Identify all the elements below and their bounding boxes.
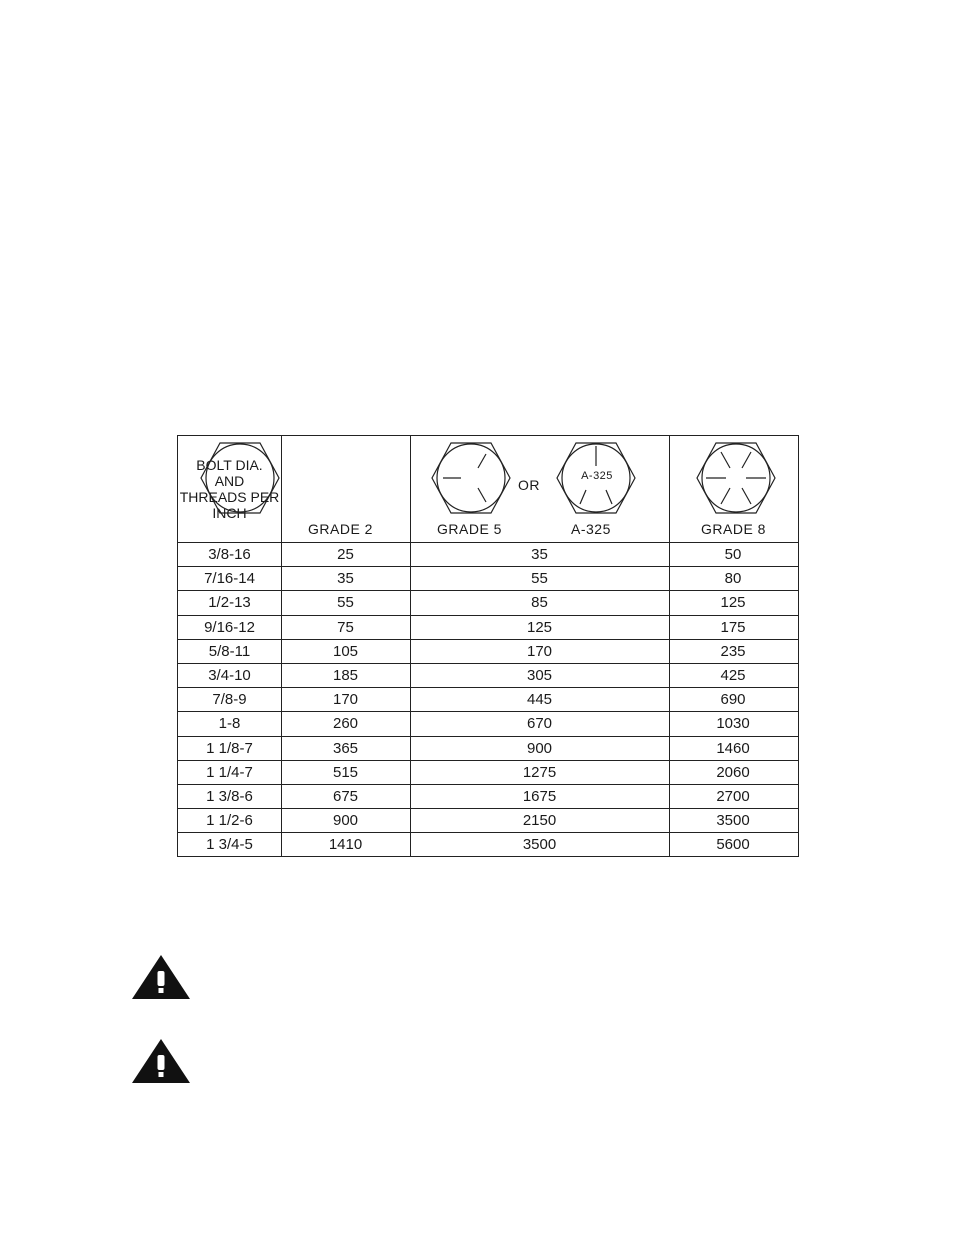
grade-5-torque-cell: 3500 — [522, 836, 557, 854]
grade-2-torque-cell: 900 — [332, 812, 359, 830]
bolt-size-cell: 7/16-14 — [204, 570, 255, 588]
bolt-size-cell: 1/2-13 — [208, 594, 251, 612]
warning-triangle-icon — [131, 1038, 191, 1084]
grade-2-torque-cell: 365 — [332, 739, 359, 757]
bolt-size-cell: 1 3/4-5 — [206, 836, 253, 854]
grade-5-torque-cell: 85 — [531, 594, 548, 612]
hex-bolt-head-plain-icon — [200, 440, 280, 516]
row-divider — [178, 687, 798, 688]
a325-head-mark: A-325 — [581, 470, 613, 482]
bolt-size-cell: 1 1/4-7 — [206, 763, 253, 781]
a325-label: A-325 — [571, 521, 611, 537]
row-divider — [178, 832, 798, 833]
grade-8-torque-cell: 125 — [720, 594, 746, 612]
row-divider — [178, 639, 798, 640]
row-divider — [178, 542, 798, 543]
bolt-header-line: THREADS PER — [179, 489, 280, 505]
hex-bolt-head-3-lines-icon — [431, 440, 511, 516]
grade-8-torque-cell: 1030 — [716, 715, 750, 733]
row-divider — [178, 736, 798, 737]
grade-8-torque-cell: 80 — [724, 570, 742, 588]
row-divider — [178, 566, 798, 567]
grade-5-label: GRADE 5 — [437, 521, 502, 537]
grade-5-torque-cell: 900 — [526, 739, 553, 757]
grade-2-torque-cell: 260 — [332, 715, 359, 733]
grade-2-torque-cell: 35 — [337, 570, 354, 588]
hex-bolt-head-6-lines-icon — [696, 440, 776, 516]
grade-8-torque-cell: 690 — [720, 691, 746, 709]
grade-8-torque-cell: 2060 — [716, 763, 750, 781]
grade-5-torque-cell: 2150 — [522, 812, 557, 830]
grade-5-torque-cell: 125 — [526, 618, 553, 636]
grade-2-torque-cell: 675 — [332, 788, 359, 805]
row-divider — [178, 784, 798, 785]
bolt-torque-table — [177, 435, 799, 857]
row-divider — [178, 808, 798, 809]
bolt-size-cell: 3/4-10 — [208, 667, 251, 684]
bolt-header-line: AND — [214, 473, 245, 489]
bolt-size-cell: 3/8-16 — [208, 546, 251, 563]
grade-8-torque-cell: 5600 — [716, 836, 750, 854]
grade-8-torque-cell: 1460 — [716, 739, 750, 757]
grade-5-torque-cell: 55 — [531, 570, 548, 588]
grade-2-torque-cell: 1410 — [328, 836, 363, 854]
grade-2-torque-cell: 185 — [332, 667, 359, 684]
bolt-size-cell: 1 1/8-7 — [206, 739, 253, 757]
grade-5-torque-cell: 170 — [526, 642, 553, 660]
bolt-header-line: INCH — [212, 505, 247, 521]
grade-2-torque-cell: 55 — [337, 594, 354, 612]
row-divider — [178, 663, 798, 664]
grade-2-torque-cell: 515 — [332, 763, 359, 781]
grade-8-label: GRADE 8 — [701, 521, 766, 537]
row-divider — [178, 590, 798, 591]
bolt-size-cell: 7/8-9 — [212, 691, 247, 709]
bolt-size-cell: 9/16-12 — [204, 618, 255, 636]
row-divider — [178, 711, 798, 712]
grade-2-torque-cell: 105 — [332, 642, 359, 660]
grade-5-torque-cell: 35 — [531, 546, 548, 563]
grade-5-torque-cell: 1675 — [522, 788, 557, 805]
grade-2-torque-cell: 75 — [337, 618, 354, 636]
grade-2-label: GRADE 2 — [308, 521, 373, 537]
grade-5-torque-cell: 445 — [526, 691, 553, 709]
grade-8-torque-cell: 425 — [720, 667, 746, 684]
bolt-size-cell: 5/8-11 — [208, 642, 251, 660]
grade-2-torque-cell: 25 — [337, 546, 354, 563]
grade-2-torque-cell: 170 — [332, 691, 359, 709]
grade-8-torque-cell: 235 — [720, 642, 746, 660]
bolt-size-cell: 1 3/8-6 — [206, 788, 253, 805]
bolt-size-cell: 1 1/2-6 — [206, 812, 253, 830]
grade-8-torque-cell: 50 — [724, 546, 742, 563]
grade-5-torque-cell: 305 — [526, 667, 553, 684]
warning-triangle-icon — [131, 954, 191, 1000]
bolt-size-cell: 1-8 — [218, 715, 241, 733]
grade-8-torque-cell: 175 — [720, 618, 746, 636]
bolt-header-line: BOLT DIA. — [196, 457, 263, 473]
grade-5-torque-cell: 670 — [526, 715, 553, 733]
grade-5-torque-cell: 1275 — [522, 763, 557, 781]
row-divider — [178, 615, 798, 616]
grade-8-torque-cell: 2700 — [716, 788, 750, 805]
row-divider — [178, 760, 798, 761]
grade-8-torque-cell: 3500 — [716, 812, 750, 830]
or-label: OR — [518, 477, 540, 493]
